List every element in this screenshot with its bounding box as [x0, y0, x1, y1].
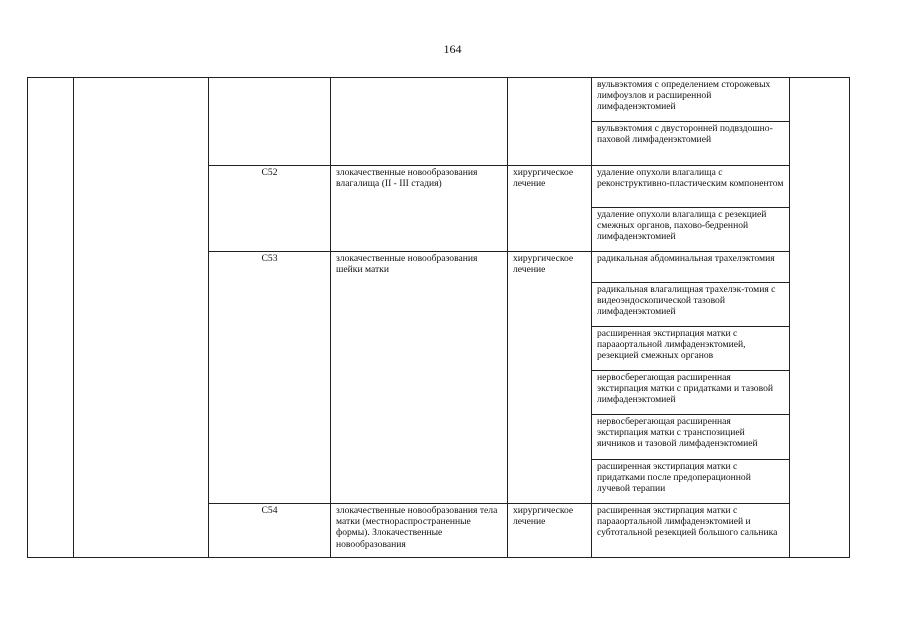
- method-cell: нервосберегающая расширенная экстирпация матки с придатками и тазовой лимфаденэктомией: [592, 371, 790, 415]
- method-cell: удаление опухоли влагалища с реконструктивно-пластическим компонентом: [592, 166, 790, 208]
- icd-code-cell: C54: [209, 504, 331, 558]
- empty-cell: [508, 78, 592, 166]
- method-cell: радикальная влагалищная трахелэк-томия с видеоэндоскопической тазовой лимфаденэктомией: [592, 283, 790, 327]
- table-row: [28, 78, 850, 122]
- treatment-type-cell: хирургическое лечение: [508, 504, 592, 558]
- method-cell: расширенная экстирпация матки с парааортальной лимфаденэктомией, резекцией смежных органов: [592, 327, 790, 371]
- method-cell: нервосберегающая расширенная экстирпация матки с транспозицией яичников и тазовой лимфаденэктомией: [592, 415, 790, 460]
- icd-code-cell: C52: [209, 166, 331, 252]
- empty-cell: [790, 78, 850, 558]
- empty-cell: [209, 78, 331, 166]
- diagnosis-cell: злокачественные новообразования тела матки (местнораспространенные формы). Злокачественные новообразования: [331, 504, 508, 558]
- method-cell: радикальная абдоминальная трахелэктомия: [592, 252, 790, 283]
- icd-code-cell: C53: [209, 252, 331, 504]
- treatment-type-cell: хирургическое лечение: [508, 252, 592, 504]
- page-number: 164: [443, 42, 462, 56]
- method-cell: вульвэктомия с двусторонней подвздошно-паховой лимфаденэктомией: [592, 122, 790, 166]
- empty-cell: [74, 78, 209, 558]
- empty-cell: [331, 78, 508, 166]
- treatment-table: [27, 77, 850, 558]
- diagnosis-cell: злокачественные новообразования шейки матки: [331, 252, 508, 504]
- method-cell: расширенная экстирпация матки с парааортальной лимфаденэктомией и субтотальной резекцией большого сальника: [592, 504, 790, 558]
- method-cell: расширенная экстирпация матки с придатками после предоперационной лучевой терапии: [592, 460, 790, 504]
- empty-cell: [28, 78, 74, 558]
- diagnosis-cell: злокачественные новообразования влагалища (II - III стадия): [331, 166, 508, 252]
- treatment-type-cell: хирургическое лечение: [508, 166, 592, 252]
- method-cell: удаление опухоли влагалища с резекцией смежных органов, пахово-бедренной лимфаденэктомией: [592, 208, 790, 252]
- method-cell: вульвэктомия с определением сторожевых лимфоузлов и расширенной лимфаденэктомией: [592, 78, 790, 122]
